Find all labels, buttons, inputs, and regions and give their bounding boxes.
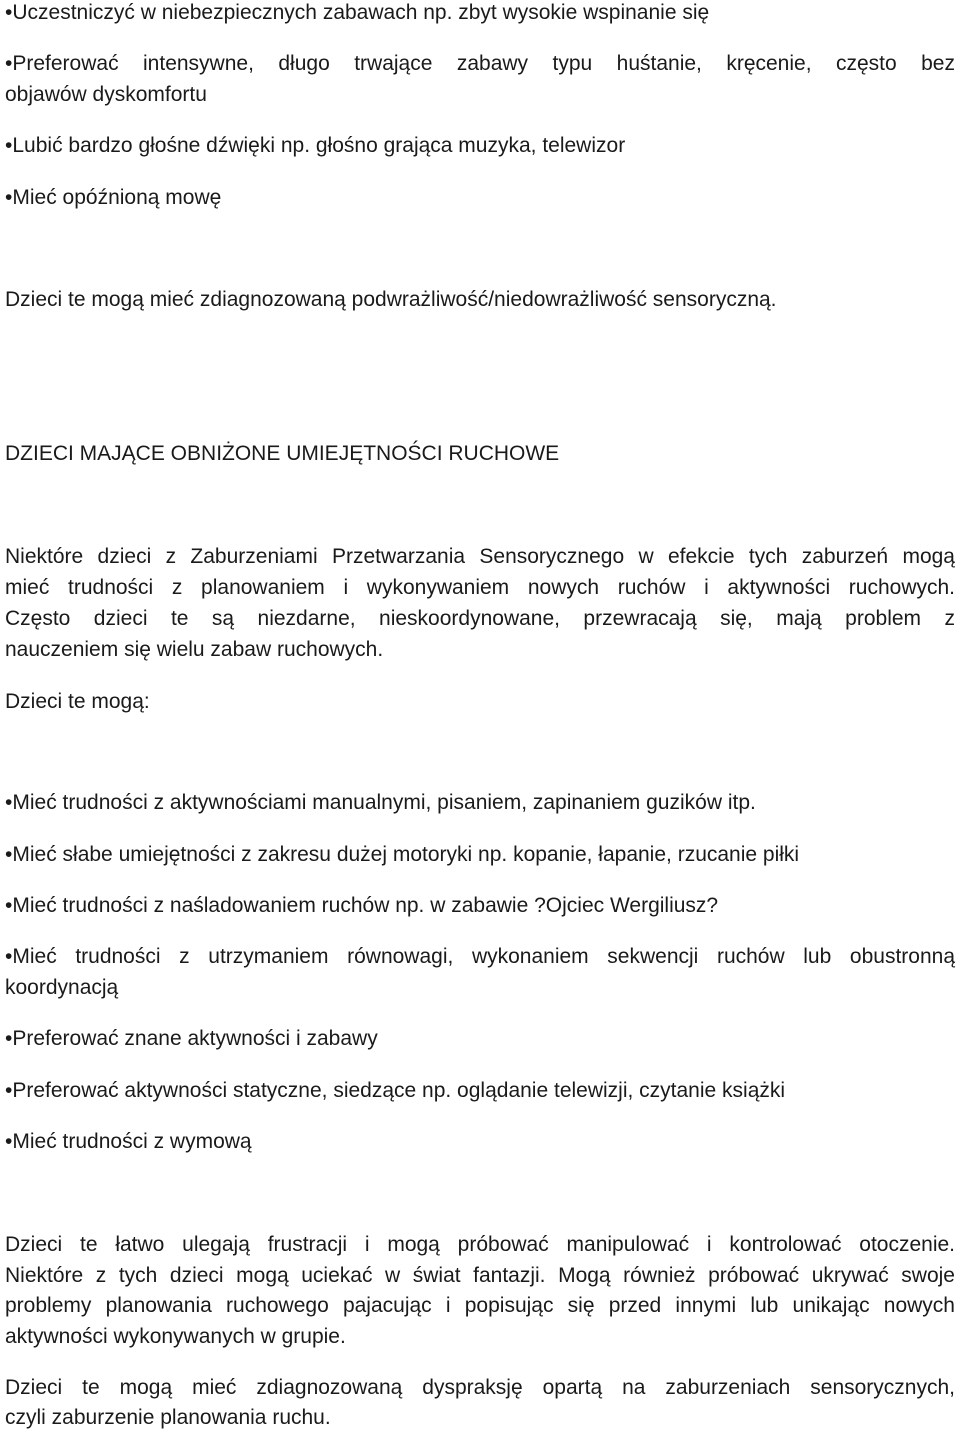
list-item-text: Lubić bardzo głośne dźwięki np. głośno grająca muzyka, telewizor — [12, 134, 626, 157]
bullet-marker: • — [5, 945, 13, 968]
bullet-marker: • — [5, 894, 13, 917]
paragraph-line: nauczeniem się wielu zabaw ruchowych. — [5, 638, 384, 661]
paragraph-line: czyli zaburzenie planowania ruchu. — [5, 1406, 331, 1429]
list-item-text: Mieć trudności z wymową — [12, 1130, 252, 1153]
list-item — [5, 1023, 955, 1054]
bullet-marker: • — [5, 1, 13, 24]
bullet-marker: • — [5, 1130, 13, 1153]
paragraph-line: mieć trudności z planowaniem i wykonywaniem nowych ruchów i aktywności ruchowych. — [5, 576, 955, 599]
list-item-continuation: objawów dyskomfortu — [5, 83, 207, 106]
list-item-text: Preferować intensywne, długo trwające zabawy typu huśtanie, kręcenie, często bez — [12, 52, 955, 75]
section-heading: DZIECI MAJĄCE OBNIŻONE UMIEJĘTNOŚCI RUCHOWE — [5, 442, 560, 465]
bullet-marker: • — [5, 134, 13, 157]
list-item — [5, 787, 955, 818]
bullet-marker: • — [5, 1027, 13, 1050]
paragraph-line: Dzieci te łatwo ulegają frustracji i mogą próbować manipulować i kontrolować otoczenie. — [5, 1233, 955, 1256]
bullet-marker: • — [5, 791, 13, 814]
summary-paragraph: Dzieci te mogą mieć zdiagnozowaną podwrażliwość/niedowrażliwość sensoryczną. — [5, 288, 777, 311]
bullet-marker: • — [5, 843, 13, 866]
list-item — [5, 1126, 955, 1157]
paragraph-line: problemy planowania ruchowego pajacując i popisując się przed innymi lub unikając nowych — [5, 1294, 955, 1317]
list-item — [5, 941, 955, 972]
list-item — [5, 48, 955, 79]
list-item — [5, 0, 955, 28]
list-item-text: Mieć trudności z aktywnościami manualnymi, pisaniem, zapinaniem guzików itp. — [12, 791, 756, 814]
list-item-text: Preferować aktywności statyczne, siedzące np. oglądanie telewizji, czytanie książki — [12, 1079, 786, 1102]
list-lead: Dzieci te mogą: — [5, 690, 150, 713]
bullet-marker: • — [5, 1079, 13, 1102]
list-item-text: Mieć słabe umiejętności z zakresu dużej motoryki np. kopanie, łapanie, rzucanie piłki — [12, 843, 800, 866]
paragraph-line: Często dzieci te są niezdarne, nieskoordynowane, przewracają się, mają problem z — [5, 607, 955, 630]
list-item-text: Mieć trudności z utrzymaniem równowagi, wykonaniem sekwencji ruchów lub obustronną — [12, 945, 955, 968]
bullet-marker: • — [5, 186, 13, 209]
list-item — [5, 839, 955, 870]
list-item — [5, 182, 955, 213]
paragraph-line: Dzieci te mogą mieć zdiagnozowaną dyspraksję opartą na zaburzeniach sensorycznych, — [5, 1376, 955, 1399]
list-item-text: Mieć opóźnioną mowę — [12, 186, 222, 209]
list-item — [5, 1075, 955, 1106]
list-item — [5, 130, 955, 161]
paragraph-line: Niektóre dzieci z Zaburzeniami Przetwarzania Sensorycznego w efekcie tych zaburzeń mogą — [5, 545, 955, 568]
list-item — [5, 890, 955, 921]
list-item-text: Preferować znane aktywności i zabawy — [12, 1027, 378, 1050]
list-item-text: Mieć trudności z naśladowaniem ruchów np. w zabawie ?Ojciec Wergiliusz? — [12, 894, 719, 917]
bullet-marker: • — [5, 52, 13, 75]
list-item-continuation: koordynacją — [5, 976, 119, 999]
list-item-text: Uczestniczyć w niebezpiecznych zabawach np. zbyt wysokie wspinanie się — [12, 1, 710, 24]
paragraph-line: Niektóre z tych dzieci mogą uciekać w świat fantazji. Mogą również próbować ukrywać swoje — [5, 1264, 955, 1287]
paragraph-line: aktywności wykonywanych w grupie. — [5, 1325, 346, 1348]
